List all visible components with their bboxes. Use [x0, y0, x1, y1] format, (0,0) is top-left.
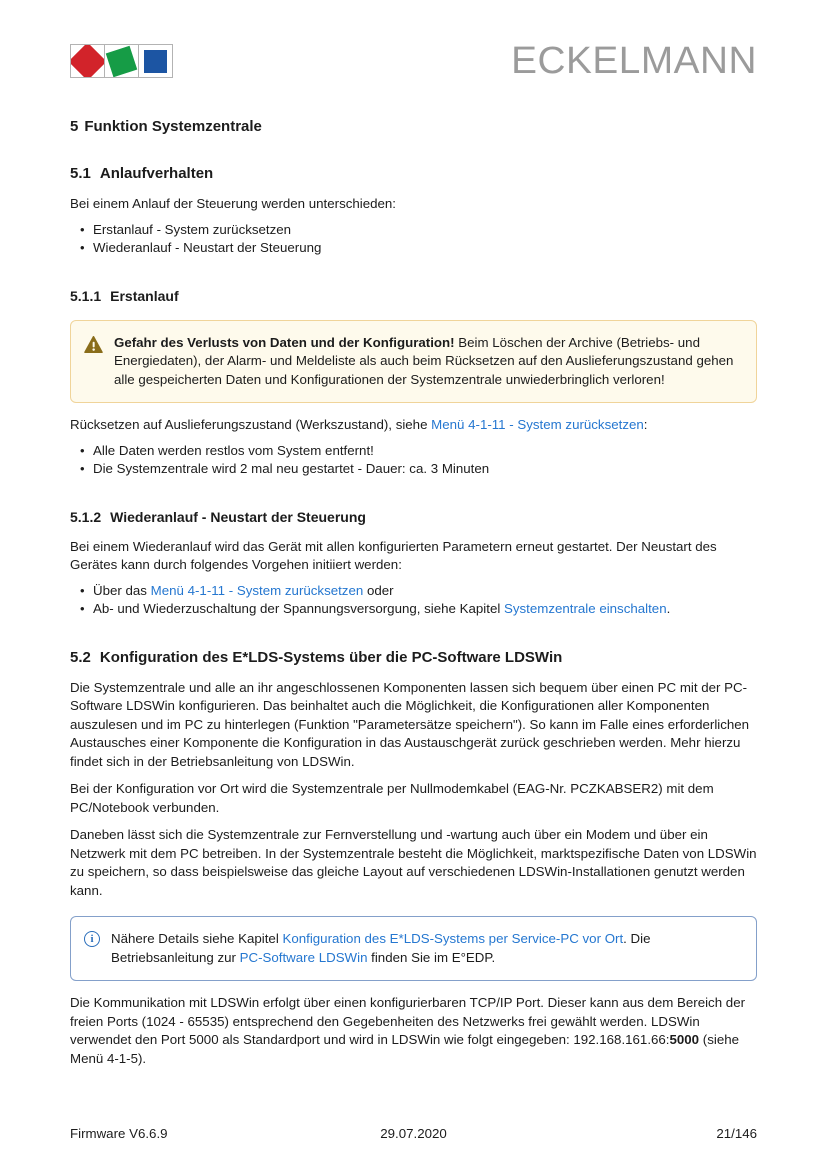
info-text-middle: . Die Betriebsanleitung zur: [111, 931, 651, 965]
blue-square-icon: [144, 50, 167, 73]
info-icon: i: [84, 931, 100, 947]
paragraph-text: Die Kommunikation mit LDSWin erfolgt über einen konfigurierbaren TCP/IP Port. Dieser kann aus dem Bereich der freien Ports (1024 - 65535) entsprechend den Gegebenheiten des Netzwerks frei gewählt werden. LDSWin verwendet den Port 5000 als Standardport und wird in LDSWin wie folgt eingegeben: 192.168.161.66:: [70, 995, 746, 1047]
link-konfiguration-service-pc[interactable]: Konfiguration des E*LDS-Systems per Service-PC vor Ort: [282, 931, 624, 946]
bullet-text: Ab- und Wiederzuschaltung der Spannungsversorgung, siehe Kapitel: [93, 601, 504, 616]
list-item: • Alle Daten werden restlos vom System entfernt!: [80, 442, 757, 461]
bullet-text: .: [666, 601, 671, 616]
section-5-1-bullet-list: [80, 221, 757, 258]
section-5-1-intro: Bei einem Anlauf der Steuerung werden unterschieden:: [70, 196, 396, 211]
section-number: 5.1.2: [70, 508, 102, 525]
list-item: • Die Systemzentrale wird 2 mal neu gestartet - Dauer: ca. 3 Minuten: [80, 460, 757, 479]
logo-cell-blue: [138, 44, 173, 78]
page-footer: [70, 1126, 757, 1141]
section-5-1-2-bullet-list: [80, 582, 757, 619]
chapter-title-text: Funktion Systemzentrale: [84, 118, 262, 135]
footer-firmware-version: Firmware V6.6.9: [70, 1126, 168, 1141]
red-diamond-icon: [70, 44, 105, 78]
link-pc-software-ldswin[interactable]: PC-Software LDSWin: [239, 949, 368, 965]
link-menu-4-1-11[interactable]: Menü 4-1-11 - System zurücksetzen: [150, 582, 364, 598]
list-item: • Wiederanlauf - Neustart der Steuerung: [80, 239, 757, 258]
list-item: [80, 600, 757, 619]
eckelmann-wordmark: ECKELMANN: [511, 40, 757, 82]
section-5-1-heading: [70, 165, 757, 182]
section-title-text: Anlaufverhalten: [99, 165, 214, 182]
paragraph-text: (siehe Menü 4-1-5).: [70, 1032, 740, 1066]
section-5-1-1-bullet-list: [80, 442, 757, 479]
footer-page-number: 21/146: [716, 1126, 757, 1141]
green-square-icon: [106, 45, 138, 77]
chapter-title: [70, 118, 757, 135]
list-item: • Erstanlauf - System zurücksetzen: [80, 221, 757, 240]
warning-text: [114, 334, 742, 390]
info-text-before: Nähere Details siehe Kapitel: [111, 931, 283, 946]
reset-line: [70, 416, 757, 435]
section-5-1-2-heading: [70, 509, 757, 525]
reset-line-after: :: [643, 417, 648, 432]
info-text: [111, 930, 742, 967]
list-item: [80, 582, 757, 601]
section-5-2-paragraph-3: Daneben lässt sich die Systemzentrale zur Fernverstellung und -wartung auch über ein Modem und über ein Netzwerk mit dem PC betreiben. In der Systemzentrale besteht die Möglichkeit, marktspezifische Daten von LDSWin zu speichern, so dass beispielsweise das gleiche Layout auf verschiedenen LDSWin-Installationen genutzt werden kann.: [70, 827, 757, 898]
section-number: 5.1: [70, 165, 91, 182]
eckelmann-logo: [70, 44, 172, 78]
warning-triangle-icon: [84, 334, 103, 390]
section-5-2-heading: [70, 649, 757, 666]
section-5-2-paragraph-2: Bei der Konfiguration vor Ort wird die Systemzentrale per Nullmodemkabel (EAG-Nr. PCZKABSER2) mit dem PC/Notebook verbunden.: [70, 781, 714, 815]
warning-body-text: Beim Löschen der Archive (Betriebs- und Energiedaten), der Alarm- und Meldeliste als auch beim Rücksetzen auf den Auslieferungszustand gehen alle gespeicherten Daten und Konfigurationen der Systemzentrale unwiederbringlich verloren!: [114, 334, 734, 387]
bullet-text: oder: [363, 582, 394, 598]
page-header: [70, 40, 757, 84]
chapter-number: 5: [70, 118, 79, 135]
section-5-2-paragraph-1: Die Systemzentrale und alle an ihr angeschlossenen Komponenten lassen sich bequem über einen PC mit der PC-Software LDSWin konfigurieren. Das beinhaltet auch die Möglichkeit, die Konfigurationen aller Komponenten auszulesen und im PC zu hinterlegen (Funktion "Parametersätze speichern"). So kann im Falle eines erforderlichen Austausches einer Komponente die Konfiguration in das Austauschgerät zurück geschrieben werden. Mehr hierzu findet sich in der Betriebsanleitung von LDSWin.: [70, 679, 750, 769]
footer-date: 29.07.2020: [380, 1126, 447, 1141]
logo-cell-red: [70, 44, 105, 78]
port-number-bold: 5000: [669, 1032, 700, 1047]
link-menu-4-1-11[interactable]: Menü 4-1-11 - System zurücksetzen: [431, 417, 644, 432]
section-number: 5.1.1: [70, 287, 102, 304]
info-text-after: finden Sie im E°EDP.: [367, 949, 496, 965]
warning-bold-lead: Gefahr des Verlusts von Daten und der Konfiguration!: [114, 334, 455, 350]
section-number: 5.2: [70, 648, 91, 666]
section-title-text: Konfiguration des E*LDS-Systems über die PC-Software LDSWin: [99, 648, 563, 666]
section-5-1-1-heading: [70, 288, 757, 304]
section-title-text: Wiederanlauf - Neustart der Steuerung: [110, 508, 366, 525]
warning-callout: [70, 320, 757, 404]
info-callout: [70, 916, 757, 981]
section-5-2-paragraph-4: [70, 994, 757, 1068]
link-systemzentrale-einschalten[interactable]: Systemzentrale einschalten: [503, 601, 667, 616]
section-5-1-2-intro: Bei einem Wiederanlauf wird das Gerät mit allen konfigurierten Parametern erneut gestartet. Der Neustart des Gerätes kann durch folgendes Vorgehen initiiert werden:: [70, 538, 717, 572]
logo-cell-green: [104, 44, 139, 78]
section-title-text: Erstanlauf: [110, 287, 179, 304]
bullet-text: Über das: [93, 582, 151, 598]
reset-line-before: Rücksetzen auf Auslieferungszustand (Werkszustand), siehe: [70, 417, 432, 432]
